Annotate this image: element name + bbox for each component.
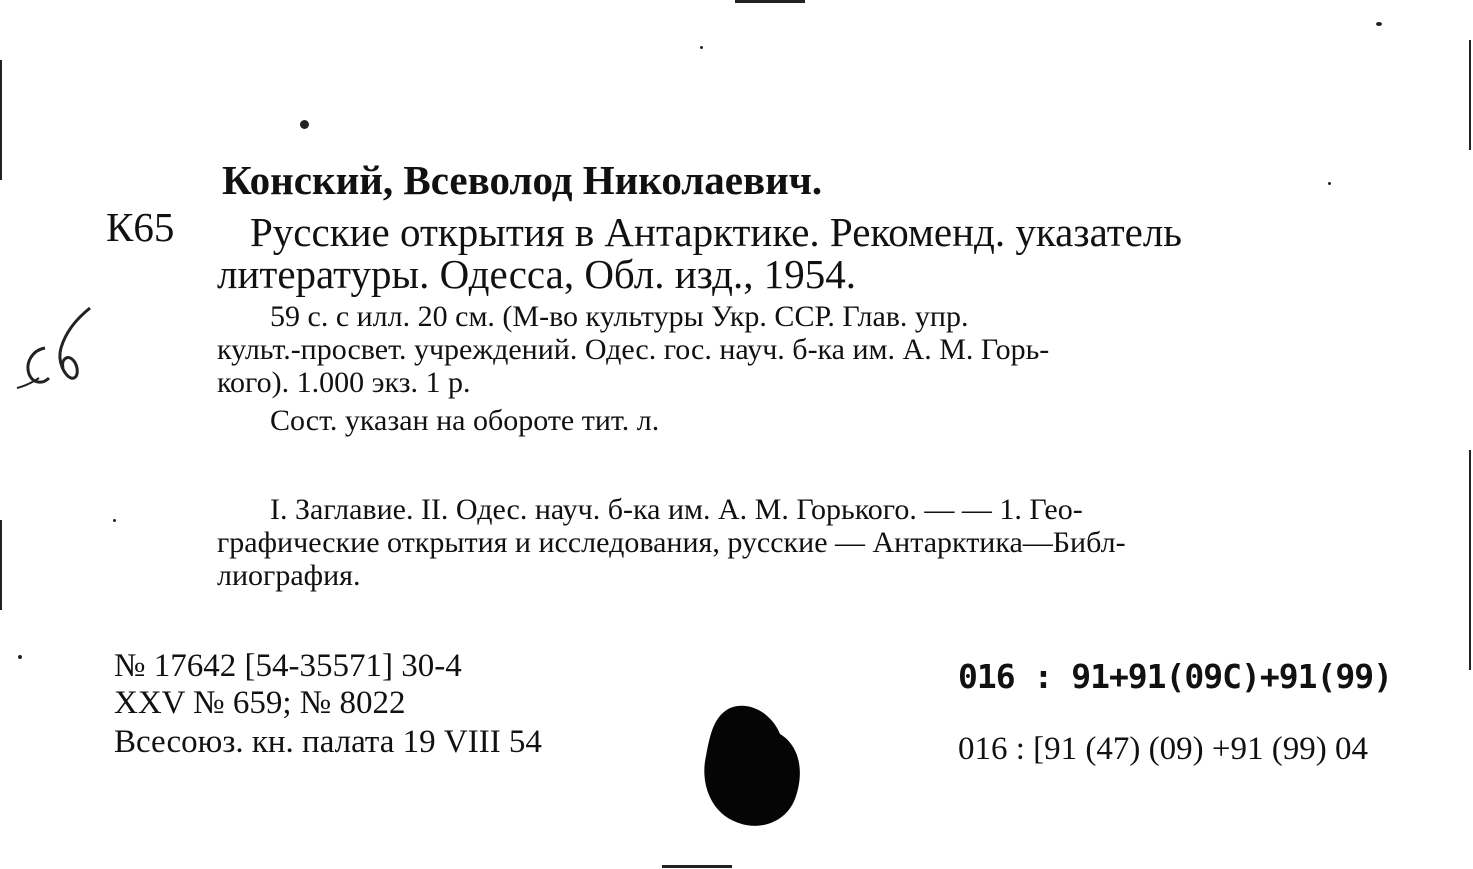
author-heading: Конский, Всеволод Николаевич.	[222, 157, 823, 203]
speck	[1376, 22, 1382, 26]
speck	[113, 519, 116, 522]
description-line-1: 59 с. с илл. 20 см. (М-во культуры Укр. ССР. Глав. упр.	[270, 300, 969, 333]
description-line-3: кого). 1.000 экз. 1 р.	[217, 366, 471, 399]
left-edge-mark-2	[0, 520, 2, 610]
right-edge-mark	[1469, 40, 1471, 150]
handwritten-mark	[15, 300, 105, 400]
title-line-1: Русские открытия в Антарктике. Рекоменд. указатель	[250, 209, 1182, 255]
speck	[18, 655, 22, 659]
bottom-edge-mark	[662, 865, 732, 868]
speck	[1328, 182, 1331, 185]
registry-series: XXV № 659; № 8022	[114, 685, 406, 721]
description-line-2: культ.-просвет. учреждений. Одес. гос. науч. б-ка им. А. М. Горь-	[217, 333, 1050, 366]
call-number: К65	[106, 204, 175, 250]
ink-blot	[700, 700, 805, 830]
tracings-line-3: лиография.	[217, 559, 361, 592]
speck	[700, 46, 703, 49]
classification-printed: 016 : 91+91(09С)+91(99)	[958, 657, 1392, 696]
classification-handwritten: 016 : [91 (47) (09) +91 (99) 04	[958, 731, 1368, 767]
right-edge-mark-2	[1469, 450, 1471, 670]
compiler-note: Сост. указан на обороте тит. л.	[270, 404, 660, 437]
left-edge-mark	[0, 60, 2, 180]
registry-chamber-date: Всесоюз. кн. палата 19 VIII 54	[114, 724, 542, 760]
title-line-2: литературы. Одесса, Обл. изд., 1954.	[217, 251, 856, 297]
top-edge-mark	[735, 0, 805, 3]
tracings-line-2: графические открытия и исследования, русские — Антарктика—Библ-	[217, 526, 1126, 559]
tracings-line-1: I. Заглавие. II. Одес. науч. б-ка им. А. М. Горького. — — 1. Гео-	[270, 493, 1083, 526]
speck	[300, 120, 309, 129]
registry-number: № 17642 [54-35571] 30-4	[114, 648, 462, 684]
